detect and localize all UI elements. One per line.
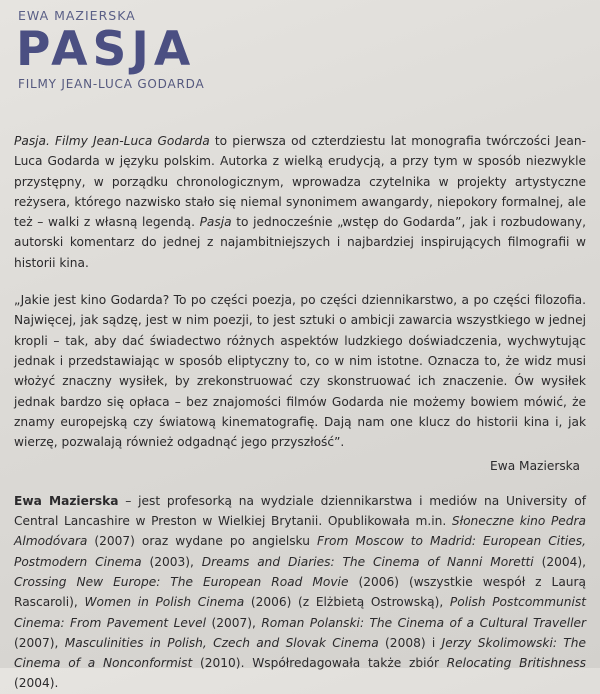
bio-book: Słoneczne kino Pedra Almodóvara [14, 514, 587, 549]
book-subtitle: FILMY JEAN-LUCA GODARDA [18, 77, 205, 91]
back-cover-text [14, 131, 586, 694]
bio-text: (2003), [141, 554, 202, 569]
bio-book: Crossing New Europe: The European Road Movie [14, 574, 349, 589]
intro-paragraph [14, 131, 586, 273]
intro-text-2: to jednocześnie „wstęp do Godarda”, jak i rozbudowany, autorski komentarz do jednej z najambitniejszych i najbardziej inspirujących filmografii w historii kina. [14, 215, 586, 270]
bio-book: Jerzy Skolimowski: The Cinema of a Nonconformist [14, 635, 586, 671]
bio-text: (2007) oraz wydane po angielsku [87, 534, 317, 549]
bio-text: (2004). [14, 676, 59, 691]
bio-book: From Moscow to Madrid: European Cities, Postmodern Cinema [14, 534, 587, 569]
quote-paragraph: „Jakie jest kino Godarda? To po części poezja, po części dziennikarstwo, a po części filozofia. Najwięcej, jak sądzę, jest w nim poezji, to jest sztuki o ambicji zawarcia wszystkiego w jednej kropli – tak, aby dać świadectwo różnych aspektów ludzkiego doświadczenia, wychwytując jednak i przedstawiając w sposób eliptyczny to, co w nim istotne. Oznacza to, że widz musi włożyć znaczny wysiłek, by zrekonstruować czy skonstruować ich znaczenie. Ów wysiłek jednak bardzo się opłaca – bez znajomości filmów Godarda nie możemy bowiem mówić, że znamy europejską czy światową kinematografię. Dają nam one klucz do historii kina i, jak wierzę, pozwalają również odgadnąć jego przyszłość”. [14, 293, 586, 450]
bio-book: Polish Postcommunist Cinema: From Pavement Level [14, 595, 586, 630]
bio-book: Roman Polanski: The Cinema of a Cultural Traveller [261, 615, 586, 630]
bio-text: – jest profesorką na wydziale dziennikarstwa i mediów na University of Central Lancashire w Preston w Wielkiej Brytanii. Opublikowała m.in. [14, 493, 586, 529]
bio-book: Women in Polish Cinema [84, 595, 245, 610]
book-title: PASJA [16, 22, 196, 77]
cover-header [18, 8, 205, 91]
bio-book: Masculinities in Polish, Czech and Slovak Cinema [64, 635, 379, 650]
bio-book: Relocating Britishness [446, 656, 586, 671]
bio-text: (2006) (wszystkie wespół z Laurą Rascaroli), [14, 574, 586, 610]
intro-text-1: to pierwsza od czterdziestu lat monografia twórczości Jean-Luca Godarda w języku polskim. Autorka z wielką erudycją, a przy tym w sposób niezwykle przystępny, w porządku chronologicznym, wprowadza czytelnika w projekty artystyczne reżysera, którego nazwisko stało się niemal synonimem awangardy, niepokory formalnej, ale też – walki z własną legendą. [14, 134, 586, 230]
bio-text: (2004), [533, 554, 586, 569]
bio-paragraph [14, 491, 586, 694]
bio-book: Dreams and Diaries: The Cinema of Nanni Moretti [201, 554, 534, 569]
bio-text: (2010). Współredagowała także zbiór [192, 656, 447, 671]
intro-book-title: Pasja. Filmy Jean-Luca Godarda [14, 134, 210, 148]
bio-text: (2007), [206, 615, 262, 630]
bio-name: Ewa Mazierska [14, 493, 119, 508]
bio-text: (2008) i [378, 635, 442, 650]
intro-pasja: Pasja [199, 215, 232, 230]
quote-signature: Ewa Mazierska [490, 459, 580, 474]
author-name: EWA MAZIERSKA [18, 8, 136, 23]
bio-text: (2006) (z Elżbietą Ostrowską), [244, 595, 450, 610]
bio-text: (2007), [14, 635, 65, 650]
